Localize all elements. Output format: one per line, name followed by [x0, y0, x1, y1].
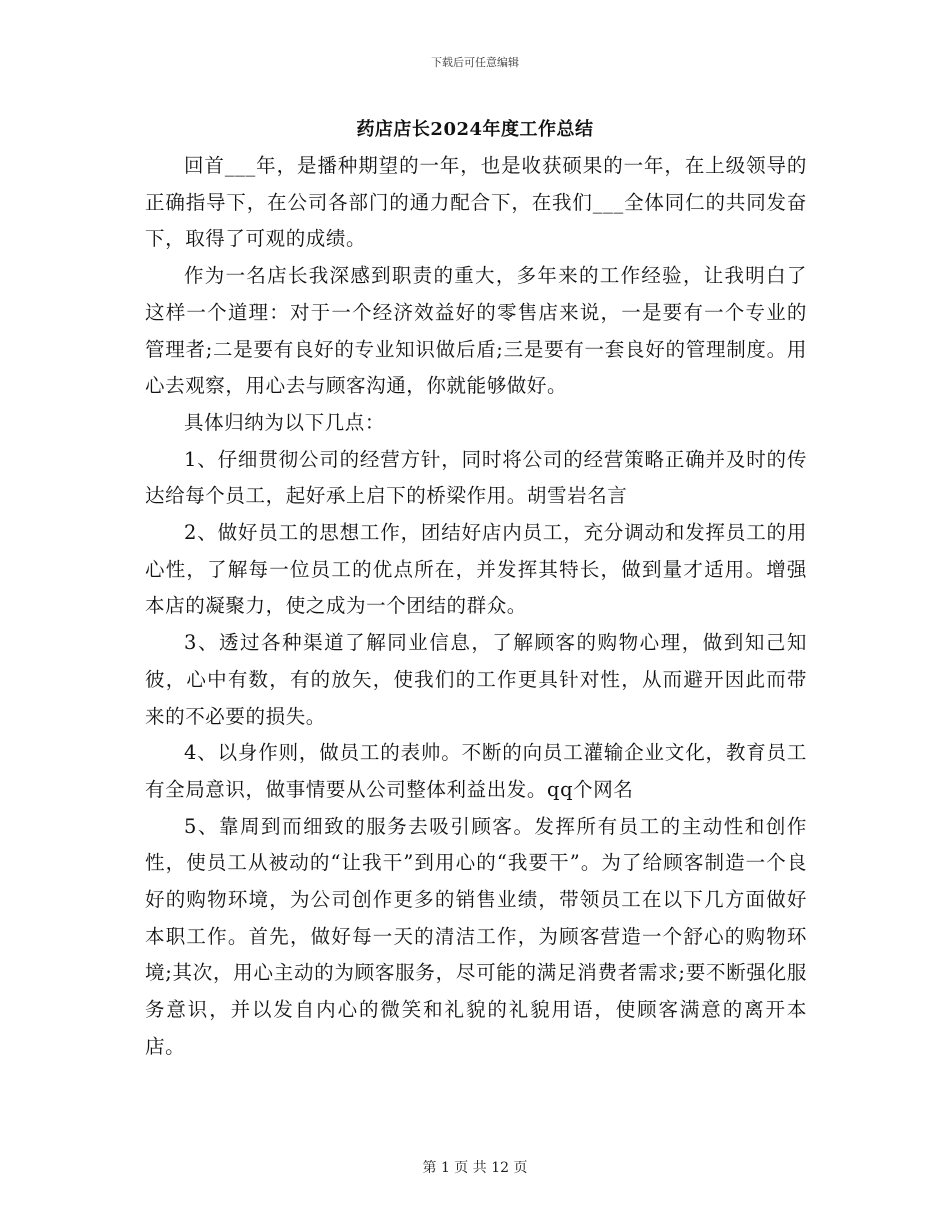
paragraph-point-2: 2、做好员工的思想工作，团结好店内员工，充分调动和发挥员工的用心性，了解每一位员工的优点所在，并发挥其特长，做到量才适用。增强本店的凝聚力，使之成为一个团结的群众。	[145, 521, 807, 618]
page-number: 第 1 页 共 12 页	[422, 1160, 528, 1176]
paragraph-point-5: 5、靠周到而细致的服务去吸引顾客。发挥所有员工的主动性和创作性，使员工从被动的“让我干”到用心的“我要干”。为了给顾客制造一个良好的购物环境，为公司创作更多的销售业绩，带领员工在以下几方面做好本职工作。首先，做好每一天的清洁工作，为顾客营造一个舒心的购物环境;其次，用心主动的为顾客服务，尽可能的满足消费者需求;要不断强化服务意识，并以发自内心的微笑和礼貌的礼貌用语，使顾客满意的离开本店。	[145, 814, 807, 1058]
paragraph-summary-heading: 具体归纳为以下几点：	[184, 410, 386, 434]
paragraph-manager-role: 作为一名店长我深感到职责的重大，多年来的工作经验，让我明白了这样一个道理：对于一个经济效益好的零售店来说，一是要有一个专业的管理者;二是要有良好的专业知识做后盾;三是要有一套良好的管理制度。用心去观察，用心去与顾客沟通，你就能够做好。	[145, 264, 807, 398]
document-title: 药店店长2024年度工作总结	[356, 119, 594, 140]
paragraph-point-4: 4、以身作则，做员工的表帅。不断的向员工灌输企业文化，教育员工有全局意识，做事情要从公司整体利益出发。qq个网名	[145, 741, 807, 801]
paragraph-point-3: 3、透过各种渠道了解同业信息，了解顾客的购物心理，做到知己知彼，心中有数，有的放矢，使我们的工作更具针对性，从而避开因此而带来的不必要的损失。	[145, 631, 807, 728]
header-note: 下载后可任意编辑	[431, 56, 519, 69]
document-body	[145, 148, 807, 1066]
paragraph-intro: 回首___年，是播种期望的一年，也是收获硕果的一年，在上级领导的正确指导下，在公司各部门的通力配合下，在我们___全体同仁的共同发奋下，取得了可观的成绩。	[145, 154, 807, 251]
paragraph-point-1: 1、仔细贯彻公司的经营方针，同时将公司的经营策略正确并及时的传达给每个员工，起好承上启下的桥梁作用。胡雪岩名言	[145, 447, 807, 508]
